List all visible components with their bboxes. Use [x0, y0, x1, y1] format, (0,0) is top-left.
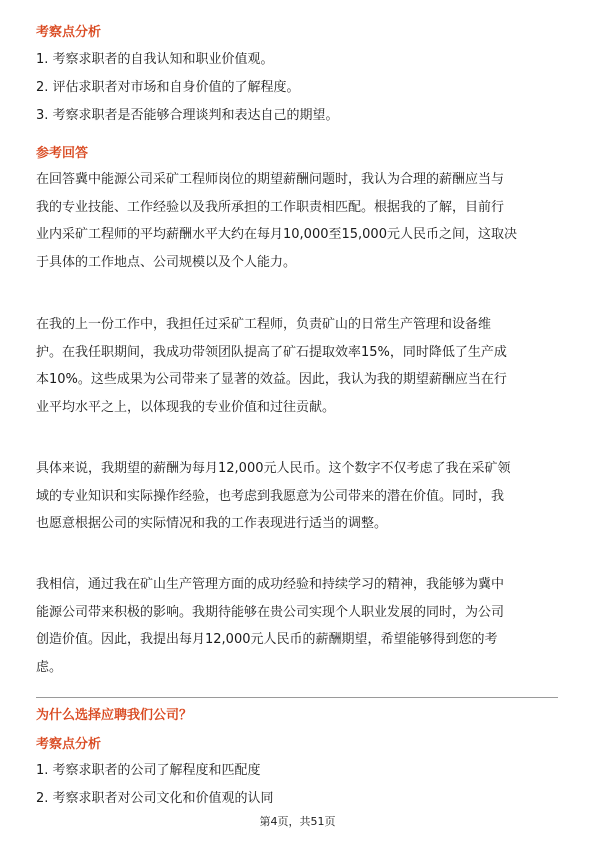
analysis-heading-1: 考察点分析 — [36, 25, 102, 40]
page-number: 第4页，共51页 — [259, 815, 336, 828]
question-heading: 为什么选择应聘我们公司？ — [36, 708, 193, 723]
section-divider — [36, 697, 558, 698]
paragraph-line: 本10%。这些成果为公司带来了显著的效益。因此，我认为我的期望薪酬应当在行 — [36, 372, 507, 387]
answer-paragraph-1 — [36, 166, 558, 276]
analysis-item-1-3: 3. 考察求职者是否能够合理谈判和表达自己的期望。 — [36, 108, 339, 123]
paragraph-line: 护。在我任职期间，我成功带领团队提高了矿石提取效率15%，同时降低了生产成 — [36, 344, 507, 360]
paragraph-line: 虑。 — [36, 659, 63, 675]
paragraph-line: 也愿意根据公司的实际情况和我的工作表现进行适当的调整。 — [36, 516, 388, 531]
paragraph-line: 域的专业知识和实际操作经验，也考虑到我愿意为公司带来的潜在价值。同时，我 — [36, 488, 505, 504]
answer-paragraph-2 — [36, 311, 558, 421]
analysis-heading-2: 考察点分析 — [36, 737, 102, 752]
paragraph-line: 我的专业技能、工作经验以及我所承担的工作职责相匹配。根据我的了解，目前行 — [36, 199, 505, 215]
paragraph-line: 创造价值。因此，我提出每月12,000元人民币的薪酬期望，希望能够得到您的考 — [36, 632, 498, 647]
paragraph-line: 在我的上一份工作中，我担任过采矿工程师，负责矿山的日常生产管理和设备维 — [36, 317, 492, 332]
answer-paragraph-4 — [36, 571, 558, 681]
paragraph-line: 在回答冀中能源公司采矿工程师岗位的期望薪酬问题时，我认为合理的薪酬应当与 — [36, 172, 505, 187]
paragraph-line: 能源公司带来积极的影响。我期待能够在贵公司实现个人职业发展的同时，为公司 — [36, 604, 505, 620]
paragraph-line: 业内采矿工程师的平均薪酬水平大约在每月10,000至15,000元人民币之间，这取决 — [36, 227, 517, 242]
analysis-item-2-1: 1. 考察求职者的公司了解程度和匹配度 — [36, 763, 261, 778]
paragraph-line: 我相信，通过我在矿山生产管理方面的成功经验和持续学习的精神，我能够为冀中 — [36, 577, 505, 592]
paragraph-line: 具体来说，我期望的薪酬为每月12,000元人民币。这个数字不仅考虑了我在采矿领 — [36, 461, 511, 476]
paragraph-line: 于具体的工作地点、公司规模以及个人能力。 — [36, 254, 297, 270]
answer-paragraph-3 — [36, 455, 558, 538]
analysis-item-1-1: 1. 考察求职者的自我认知和职业价值观。 — [36, 52, 274, 67]
paragraph-line: 业平均水平之上，以体现我的专业价值和过往贡献。 — [36, 399, 336, 415]
analysis-item-1-2: 2. 评估求职者对市场和自身价值的了解程度。 — [36, 80, 300, 95]
analysis-item-2-2: 2. 考察求职者对公司文化和价值观的认同 — [36, 791, 274, 806]
answer-heading: 参考回答 — [36, 146, 89, 161]
